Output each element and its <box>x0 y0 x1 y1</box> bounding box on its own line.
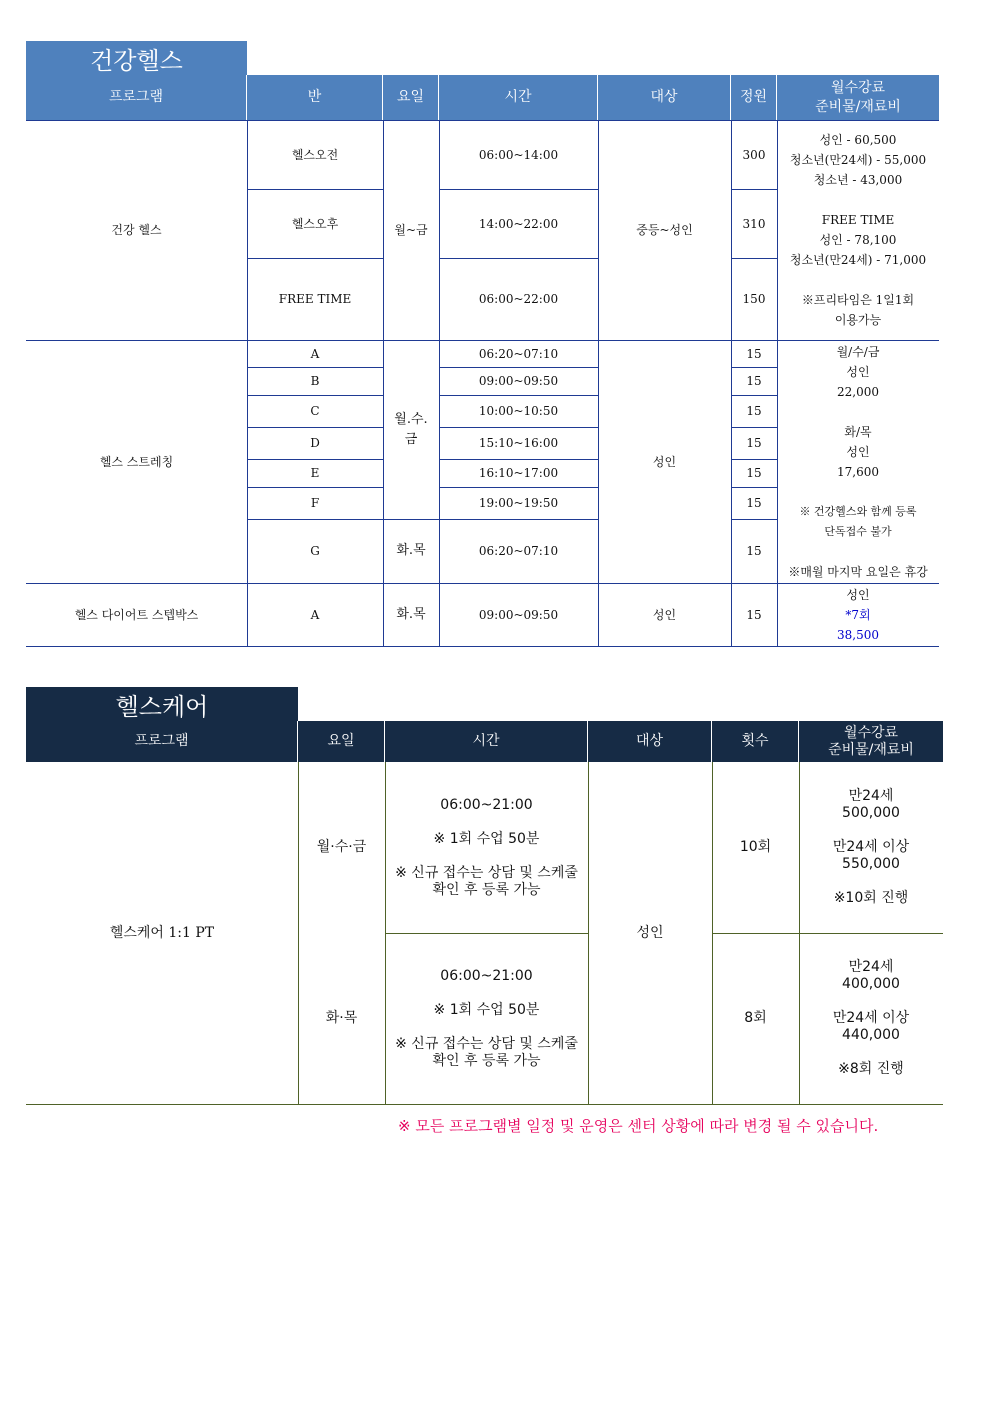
section-title-healthcare: 헬스케어 <box>26 687 298 721</box>
fee-line: 440,000 <box>842 1027 900 1043</box>
class-cell: D <box>310 436 320 450</box>
capacity-cell: 150 <box>742 292 766 306</box>
time-cell: 06:00~14:00 <box>478 147 559 162</box>
fee-line: 만24세 <box>848 959 894 975</box>
header-time: 시간 <box>385 721 588 762</box>
header-day: 요일 <box>383 75 439 120</box>
fee-line: 성인 <box>846 444 870 459</box>
register-note: ※ 신규 접수는 상담 및 스케줄 <box>395 864 578 881</box>
day-cell: 월~금 <box>394 223 428 237</box>
capacity-cell: 15 <box>746 404 762 418</box>
capacity-cell: 310 <box>742 216 766 231</box>
time-cell <box>385 762 588 933</box>
footer-note: ※ 모든 프로그램별 일정 및 운영은 센터 상황에 따라 변경 될 수 있습니다. <box>398 1117 879 1135</box>
fee-line: ※매월 마지막 요일은 휴강 <box>788 564 928 579</box>
header-count: 횟수 <box>712 721 799 762</box>
time-text: 06:00~21:00 <box>440 796 533 813</box>
time-cell: 15:10~16:00 <box>478 436 559 450</box>
time-cell: 10:00~10:50 <box>478 404 559 418</box>
header-capacity: 정원 <box>731 75 777 120</box>
fee-line: 청소년 - 43,000 <box>813 173 903 187</box>
day-cell: 화·목 <box>325 1010 358 1026</box>
count-cell: 8회 <box>744 1010 767 1026</box>
fee-line: 화/목 <box>844 424 872 439</box>
program-pt: 헬스케어 1:1 PT <box>109 925 215 941</box>
fee-line: 22,000 <box>837 384 879 399</box>
class-cell: G <box>310 544 320 558</box>
class-note: ※ 1회 수업 50분 <box>433 830 540 847</box>
section-title-health: 건강헬스 <box>26 41 247 75</box>
fee-line: FREE TIME <box>821 213 895 227</box>
fee-line: ※프리타임은 1일1회 <box>801 293 915 307</box>
fee-cell <box>799 762 943 933</box>
fee-cell <box>799 933 943 1104</box>
fee-cell-health <box>777 120 939 340</box>
capacity-cell: 15 <box>746 607 762 622</box>
fee-line: 단독접수 불가 <box>824 524 892 538</box>
time-cell: 19:00~19:50 <box>478 496 559 510</box>
class-cell: 헬스오전 <box>291 147 339 162</box>
capacity-cell: 15 <box>746 544 762 558</box>
time-cell: 06:20~07:10 <box>478 544 559 558</box>
header-fee <box>777 75 939 120</box>
class-cell: 헬스오후 <box>291 216 339 231</box>
class-note: ※ 1회 수업 50분 <box>433 1001 540 1018</box>
register-note: 확인 후 등록 가능 <box>432 1052 541 1069</box>
capacity-cell: 15 <box>746 496 762 510</box>
fee-line: ※ 건강헬스와 함께 등록 <box>799 504 917 518</box>
fee-line: ※10회 진행 <box>833 890 909 906</box>
header-class: 반 <box>247 75 383 120</box>
header-target: 대상 <box>588 721 712 762</box>
header-target: 대상 <box>598 75 731 120</box>
fee-line: 550,000 <box>842 856 900 872</box>
fee-line: 성인 <box>846 364 870 379</box>
target-text: 성인 <box>636 924 664 941</box>
fee-line: 만24세 <box>848 788 894 804</box>
fee-line: 월/수/금 <box>836 344 880 359</box>
fee-line: 만24세 이상 <box>832 1010 910 1026</box>
header-fee-line1: 월수강료 <box>830 79 886 96</box>
fee-line: *7회 <box>845 607 871 622</box>
day-cell: 화.목 <box>396 606 426 622</box>
fee-cell-stretch <box>777 340 939 583</box>
capacity-cell: 300 <box>742 147 766 162</box>
time-cell: 06:00~22:00 <box>478 292 559 306</box>
class-cell: FREE TIME <box>278 292 352 306</box>
day-cell <box>383 340 439 519</box>
fee-line: 성인 - 60,500 <box>819 133 897 147</box>
header-fee <box>799 721 943 762</box>
header-program: 프로그램 <box>26 721 298 762</box>
fee-line: ※8회 진행 <box>838 1061 904 1077</box>
header-time: 시간 <box>439 75 598 120</box>
class-cell: A <box>310 346 320 361</box>
header-day: 요일 <box>298 721 385 762</box>
time-cell <box>385 933 588 1104</box>
target-cell <box>588 762 712 1104</box>
fee-line: 400,000 <box>842 976 900 992</box>
time-cell: 06:20~07:10 <box>478 346 559 361</box>
capacity-cell: 15 <box>746 374 762 388</box>
register-note: ※ 신규 접수는 상담 및 스케줄 <box>395 1035 578 1052</box>
capacity-cell: 15 <box>746 346 762 361</box>
class-cell: C <box>310 404 320 418</box>
capacity-cell: 15 <box>746 436 762 450</box>
fee-line: 17,600 <box>837 464 879 479</box>
header-fee-line2: 준비물/재료비 <box>815 98 901 115</box>
time-text: 06:00~21:00 <box>440 967 533 984</box>
time-cell: 14:00~22:00 <box>478 216 559 231</box>
time-cell: 09:00~09:50 <box>478 374 559 388</box>
capacity-cell: 15 <box>746 466 762 480</box>
fee-line: 성인 <box>846 587 870 602</box>
day-cell: 월·수·금 <box>316 839 367 855</box>
day-line: 월.수. <box>394 411 428 427</box>
fee-line: 성인 - 78,100 <box>819 233 897 247</box>
fee-line: 청소년(만24세) - 55,000 <box>789 153 927 167</box>
class-cell: A <box>310 607 320 622</box>
header-fee-line1: 월수강료 <box>843 724 899 741</box>
fee-cell-diet <box>777 583 939 646</box>
register-note: 확인 후 등록 가능 <box>432 881 541 898</box>
target-cell: 성인 <box>652 607 677 622</box>
fee-line: 38,500 <box>837 627 879 642</box>
class-cell: E <box>310 466 320 480</box>
fee-line: 이용가능 <box>834 313 882 327</box>
fee-line: 500,000 <box>842 805 900 821</box>
program-stretch: 헬스 스트레칭 <box>99 454 174 469</box>
header-fee-line2: 준비물/재료비 <box>828 741 914 758</box>
class-cell: F <box>310 496 320 510</box>
day-cell: 화.목 <box>396 543 426 558</box>
day-line: 금 <box>404 431 418 447</box>
fee-line: 만24세 이상 <box>832 839 910 855</box>
program-health: 건강 헬스 <box>111 223 162 237</box>
target-cell: 성인 <box>652 454 677 469</box>
class-cell: B <box>310 374 320 388</box>
time-cell: 16:10~17:00 <box>478 466 559 480</box>
program-diet: 헬스 다이어트 스텝박스 <box>74 607 199 622</box>
count-cell: 10회 <box>739 839 772 855</box>
header-program: 프로그램 <box>26 75 247 120</box>
target-cell: 중등~성인 <box>636 223 693 237</box>
time-cell: 09:00~09:50 <box>478 607 559 622</box>
fee-line: 청소년(만24세) - 71,000 <box>789 253 927 267</box>
